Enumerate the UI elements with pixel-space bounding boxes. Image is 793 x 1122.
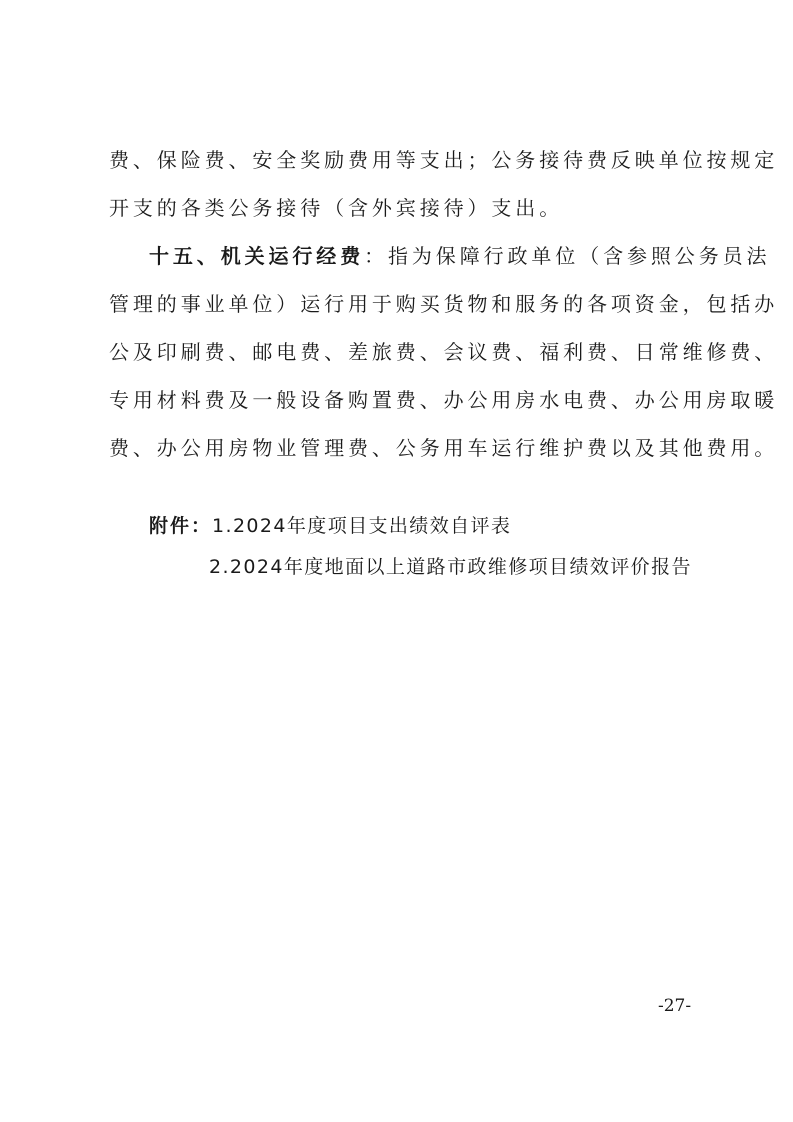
paragraph-line: 费、办公用房物业管理费、公务用车运行维护费以及其他费用。: [109, 436, 779, 460]
paragraph-line: 费、保险费、安全奖励费用等支出；公务接待费反映单位按规定: [109, 148, 779, 172]
attachment-item: [149, 557, 692, 577]
paragraph-line: 管理的事业单位）运行用于购买货物和服务的各项资金，包括办: [109, 292, 779, 316]
paragraph-line: 公及印刷费、邮电费、差旅费、会议费、福利费、日常维修费、: [109, 340, 779, 364]
attachment-title: 2.2024年度地面以上道路市政维修项目绩效评价报告: [209, 556, 692, 578]
attachment-title: 1.2024年度项目支出绩效自评表: [212, 515, 512, 537]
paragraph-line: 开支的各类公务接待（含外宾接待）支出。: [109, 196, 564, 220]
attachment-item: [149, 516, 692, 536]
paragraph-line: [109, 244, 771, 268]
section-term: 十五、机关运行经费: [149, 244, 365, 268]
page-number: -27-: [658, 996, 692, 1016]
section-definition: ：指为保障行政单位（含参照公务员法: [364, 244, 771, 268]
body-text: [109, 148, 779, 486]
attachments-label: 附件：: [149, 515, 213, 537]
attachments-list: [149, 516, 692, 577]
paragraph-line: 专用材料费及一般设备购置费、办公用房水电费、办公用房取暖: [109, 388, 779, 412]
